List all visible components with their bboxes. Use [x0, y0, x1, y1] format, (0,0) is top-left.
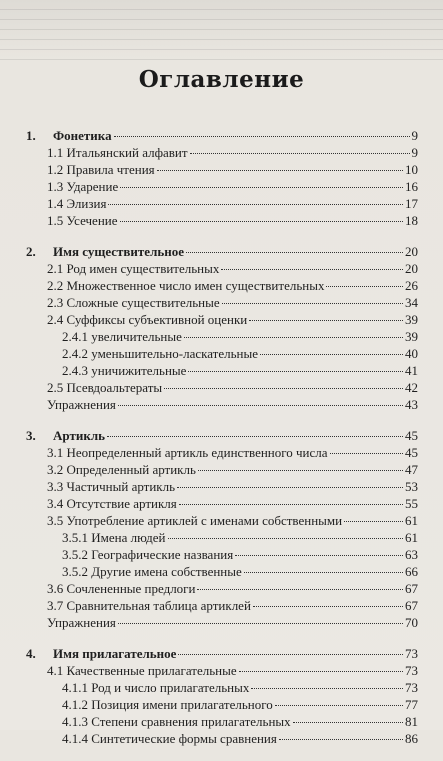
toc-entry-row[interactable]: [26, 294, 418, 311]
toc-section: [26, 427, 418, 631]
page-number: 34: [405, 295, 418, 310]
page-number: 9: [411, 128, 418, 143]
toc-chapter-row[interactable]: [26, 645, 418, 662]
toc-entry-row[interactable]: [26, 478, 418, 495]
dot-leader: [260, 354, 403, 355]
page-number: 40: [405, 346, 418, 361]
page-number: 16: [405, 179, 418, 194]
chapter-title: Артикль: [53, 428, 105, 443]
dot-leader: [108, 204, 403, 205]
dot-leader: [198, 470, 403, 471]
entry-title: 2.4 Суффиксы субъективной оценки: [47, 312, 248, 327]
chapter-number: 3.: [26, 428, 36, 443]
dot-leader: [235, 555, 403, 556]
entry-title: 1.1 Итальянский алфавит: [47, 145, 188, 160]
toc-entry-row[interactable]: [26, 144, 418, 161]
toc-entry-row[interactable]: [26, 396, 418, 413]
chapter-title: Имя существительное: [53, 244, 185, 259]
dot-leader: [222, 303, 403, 304]
toc-entry-row[interactable]: [26, 696, 418, 713]
toc-entry-row[interactable]: [26, 161, 418, 178]
toc-entry-row[interactable]: [26, 679, 418, 696]
entry-title: 2.4.2 уменьшительно-ласкательные: [62, 346, 258, 361]
entry-title: 3.5.2 Географические названия: [62, 547, 234, 562]
page-title: Оглавление: [138, 66, 305, 93]
page-number: 39: [405, 329, 418, 344]
dot-leader: [157, 170, 403, 171]
entry-title: 4.1.1 Род и число прилагательных: [62, 680, 250, 695]
page-number: 66: [405, 564, 418, 579]
dot-leader: [249, 320, 403, 321]
toc-entry-row[interactable]: [26, 212, 418, 229]
toc-entry-row[interactable]: [26, 614, 418, 631]
page-number: 73: [405, 680, 418, 695]
dot-leader: [244, 572, 403, 573]
entry-title: 3.3 Частичный артикль: [47, 479, 176, 494]
chapter-number: 1.: [26, 128, 36, 143]
dot-leader: [177, 487, 403, 488]
toc-section: [26, 645, 418, 747]
page-number: 10: [405, 162, 418, 177]
toc-entry-row[interactable]: [26, 713, 418, 730]
page-number: 73: [405, 663, 418, 678]
page-number: 45: [405, 428, 418, 443]
toc-entry-row[interactable]: [26, 563, 418, 580]
entry-title: 3.5 Употребление артиклей с именами собственными: [47, 513, 343, 528]
entry-title: 3.1 Неопределенный артикль единственного числа: [47, 445, 328, 460]
entry-title: 4.1.2 Позиция имени прилагательного: [62, 697, 273, 712]
dot-leader: [344, 521, 403, 522]
entry-title: 1.3 Ударение: [47, 179, 119, 194]
entry-title: 3.2 Определенный артикль: [47, 462, 196, 477]
page-number: 20: [405, 244, 418, 259]
toc-chapter-row[interactable]: [26, 243, 418, 260]
entry-title: 4.1 Качественные прилагательные: [47, 663, 237, 678]
page-number: 81: [405, 714, 418, 729]
chapter-number: 2.: [26, 244, 36, 259]
chapter-title: Фонетика: [53, 128, 112, 143]
page-number: 70: [405, 615, 418, 630]
toc-chapter-row[interactable]: [26, 127, 418, 144]
entry-title: 2.5 Псевдоальтераты: [47, 380, 163, 395]
entry-title: 2.4.1 увеличительные: [62, 329, 182, 344]
toc-section: [26, 127, 418, 229]
chapter-title: Имя прилагательное: [53, 646, 177, 661]
toc-entry-row[interactable]: [26, 662, 418, 679]
toc-entry-row[interactable]: [26, 178, 418, 195]
dot-leader: [179, 504, 403, 505]
entry-title: 1.5 Усечение: [47, 213, 118, 228]
dot-leader: [118, 623, 403, 624]
page-number: 41: [405, 363, 418, 378]
dot-leader: [293, 722, 403, 723]
table-of-contents: [26, 127, 418, 761]
dot-leader: [178, 654, 403, 655]
dot-leader: [253, 606, 403, 607]
toc-entry-row[interactable]: [26, 345, 418, 362]
entry-title: 2.4.3 уничижительные: [62, 363, 187, 378]
toc-entry-row[interactable]: [26, 328, 418, 345]
entry-title: 3.5.2 Другие имена собственные: [62, 564, 242, 579]
show-through-text: [0, 0, 443, 60]
page-number: 42: [405, 380, 418, 395]
page-number: 67: [405, 598, 418, 613]
entry-title: 4.1.4 Синтетические формы сравнения: [62, 731, 277, 746]
toc-entry-row[interactable]: [26, 512, 418, 529]
page-number: 55: [405, 496, 418, 511]
entry-title: 1.2 Правила чтения: [47, 162, 155, 177]
toc-entry-row[interactable]: [26, 529, 418, 546]
dot-leader: [275, 705, 403, 706]
page-number: 61: [405, 530, 418, 545]
toc-entry-row[interactable]: [26, 311, 418, 328]
entry-title: 2.2 Множественное число имен существительных: [47, 278, 325, 293]
page-number: 18: [405, 213, 418, 228]
toc-entry-row[interactable]: [26, 379, 418, 396]
toc-entry-row[interactable]: [26, 730, 418, 747]
page-number: 26: [405, 278, 418, 293]
chapter-number: 4.: [26, 646, 36, 661]
dot-leader: [326, 286, 403, 287]
page-number: 86: [405, 731, 418, 746]
entry-title: Упражнения: [47, 615, 116, 630]
dot-leader: [184, 337, 403, 338]
dot-leader: [118, 405, 403, 406]
entry-title: 1.4 Элизия: [47, 196, 107, 211]
toc-entry-row[interactable]: [26, 546, 418, 563]
page-number: 67: [405, 581, 418, 596]
dot-leader: [221, 269, 403, 270]
page-number: 39: [405, 312, 418, 327]
toc-entry-row[interactable]: [26, 597, 418, 614]
dot-leader: [168, 538, 404, 539]
dot-leader: [188, 371, 403, 372]
toc-entry-row[interactable]: [26, 277, 418, 294]
page-number: 20: [405, 261, 418, 276]
page-number: 47: [405, 462, 418, 477]
dot-leader: [251, 688, 403, 689]
entry-title: 3.6 Сочлененные предлоги: [47, 581, 196, 596]
dot-leader: [186, 252, 403, 253]
entry-title: Упражнения: [47, 397, 116, 412]
entry-title: 3.4 Отсутствие артикля: [47, 496, 177, 511]
dot-leader: [120, 221, 403, 222]
dot-leader: [164, 388, 403, 389]
entry-title: 3.5.1 Имена людей: [62, 530, 166, 545]
toc-chapter-row[interactable]: [26, 427, 418, 444]
dot-leader: [107, 436, 403, 437]
dot-leader: [120, 187, 403, 188]
dot-leader: [239, 671, 403, 672]
entry-title: 4.1.3 Степени сравнения прилагательных: [62, 714, 291, 729]
toc-entry-row[interactable]: [26, 362, 418, 379]
page-number: 9: [411, 145, 418, 160]
page-number: 61: [405, 513, 418, 528]
dot-leader: [330, 453, 403, 454]
entry-title: 2.1 Род имен существительных: [47, 261, 220, 276]
toc-entry-row[interactable]: [26, 444, 418, 461]
entry-title: 3.7 Сравнительная таблица артиклей: [47, 598, 251, 613]
toc-entry-row[interactable]: [26, 495, 418, 512]
entry-title: 2.3 Сложные существительные: [47, 295, 220, 310]
page-number: 43: [405, 397, 418, 412]
dot-leader: [197, 589, 403, 590]
dot-leader: [279, 739, 403, 740]
dot-leader: [190, 153, 410, 154]
toc-entry-row[interactable]: [26, 260, 418, 277]
page-number: 63: [405, 547, 418, 562]
page-number: 17: [405, 196, 418, 211]
toc-entry-row[interactable]: [26, 195, 418, 212]
page-number: 45: [405, 445, 418, 460]
page-number: 77: [405, 697, 418, 712]
page-number: 73: [405, 646, 418, 661]
toc-section: [26, 243, 418, 413]
toc-entry-row[interactable]: [26, 580, 418, 597]
page-number: 53: [405, 479, 418, 494]
toc-entry-row[interactable]: [26, 461, 418, 478]
dot-leader: [114, 136, 410, 137]
